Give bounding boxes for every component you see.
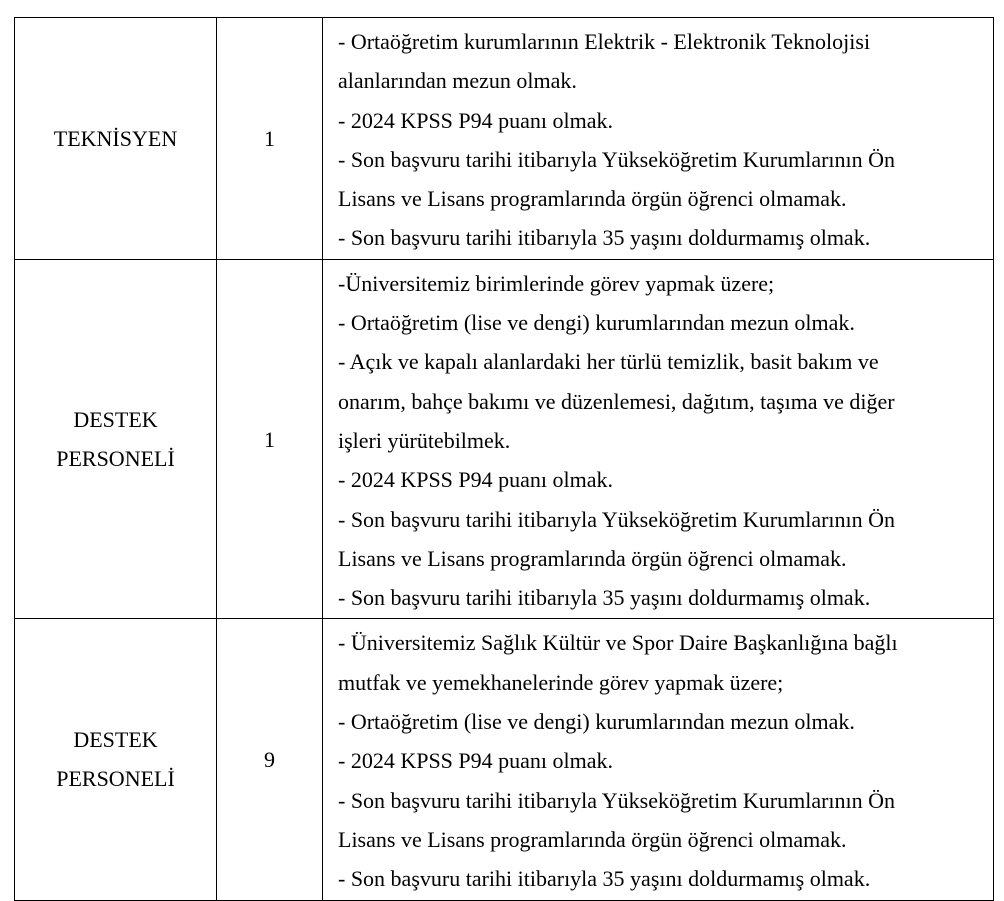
requirement-line: - Son başvuru tarihi itibarıyla Yükseköğretim Kurumlarının Ön xyxy=(338,787,896,813)
requirement-line: işleri yürütebilmek. xyxy=(338,427,511,453)
position-title: TEKNİSYEN xyxy=(53,125,178,151)
position-title-line-2: PERSONELİ xyxy=(56,766,175,792)
position-title-cell xyxy=(15,259,217,619)
requirement-line: onarım, bahçe bakımı ve düzenlemesi, dağıtım, taşıma ve diğer xyxy=(338,388,895,414)
position-count: 1 xyxy=(217,18,323,260)
requirement-line: - Ortaöğretim (lise ve dengi) kurumlarından mezun olmak. xyxy=(338,310,855,336)
position-title-line-2: PERSONELİ xyxy=(56,446,175,472)
requirement-line: - Son başvuru tarihi itibarıyla Yükseköğretim Kurumlarının Ön xyxy=(338,506,896,532)
table-row-teknisyen xyxy=(15,18,994,260)
table-row-destek-personeli-1 xyxy=(15,259,994,619)
requirement-line: - 2024 KPSS P94 puanı olmak. xyxy=(338,107,614,133)
position-title-cell xyxy=(15,18,217,260)
requirement-line: -Üniversitemiz birimlerinde görev yapmak üzere; xyxy=(338,270,775,296)
requirement-line: - Son başvuru tarihi itibarıyla 35 yaşını doldurmamış olmak. xyxy=(338,866,871,892)
requirement-line: - Son başvuru tarihi itibarıyla 35 yaşını doldurmamış olmak. xyxy=(338,585,871,611)
requirement-line: Lisans ve Lisans programlarında örgün öğrenci olmamak. xyxy=(338,826,847,852)
requirement-line: - Açık ve kapalı alanlardaki her türlü temizlik, basit bakım ve xyxy=(338,349,879,375)
requirement-line: - Son başvuru tarihi itibarıyla Yükseköğretim Kurumlarının Ön xyxy=(338,146,896,172)
position-count: 9 xyxy=(217,619,323,900)
requirement-line: mutfak ve yemekhanelerinde görev yapmak üzere; xyxy=(338,669,784,695)
position-count: 1 xyxy=(217,259,323,619)
requirement-line: - 2024 KPSS P94 puanı olmak. xyxy=(338,748,614,774)
requirement-line: - Üniversitemiz Sağlık Kültür ve Spor Daire Başkanlığına bağlı xyxy=(338,630,898,656)
requirement-line: alanlarından mezun olmak. xyxy=(338,68,577,94)
requirements-cell xyxy=(323,18,994,260)
requirement-line: Lisans ve Lisans programlarında örgün öğrenci olmamak. xyxy=(338,186,847,212)
position-title-cell xyxy=(15,619,217,900)
requirements-cell xyxy=(323,619,994,900)
positions-table xyxy=(14,17,994,901)
requirement-line: Lisans ve Lisans programlarında örgün öğrenci olmamak. xyxy=(338,545,847,571)
requirement-line: - 2024 KPSS P94 puanı olmak. xyxy=(338,467,614,493)
position-title-line-1: DESTEK xyxy=(73,407,158,433)
position-title-line-1: DESTEK xyxy=(73,727,158,753)
requirements-cell xyxy=(323,259,994,619)
requirement-line: - Son başvuru tarihi itibarıyla 35 yaşını doldurmamış olmak. xyxy=(338,225,871,251)
requirement-line: - Ortaöğretim (lise ve dengi) kurumlarından mezun olmak. xyxy=(338,709,855,735)
requirement-line: - Ortaöğretim kurumlarının Elektrik - Elektronik Teknolojisi xyxy=(338,29,871,54)
table-row-destek-personeli-9 xyxy=(15,619,994,900)
